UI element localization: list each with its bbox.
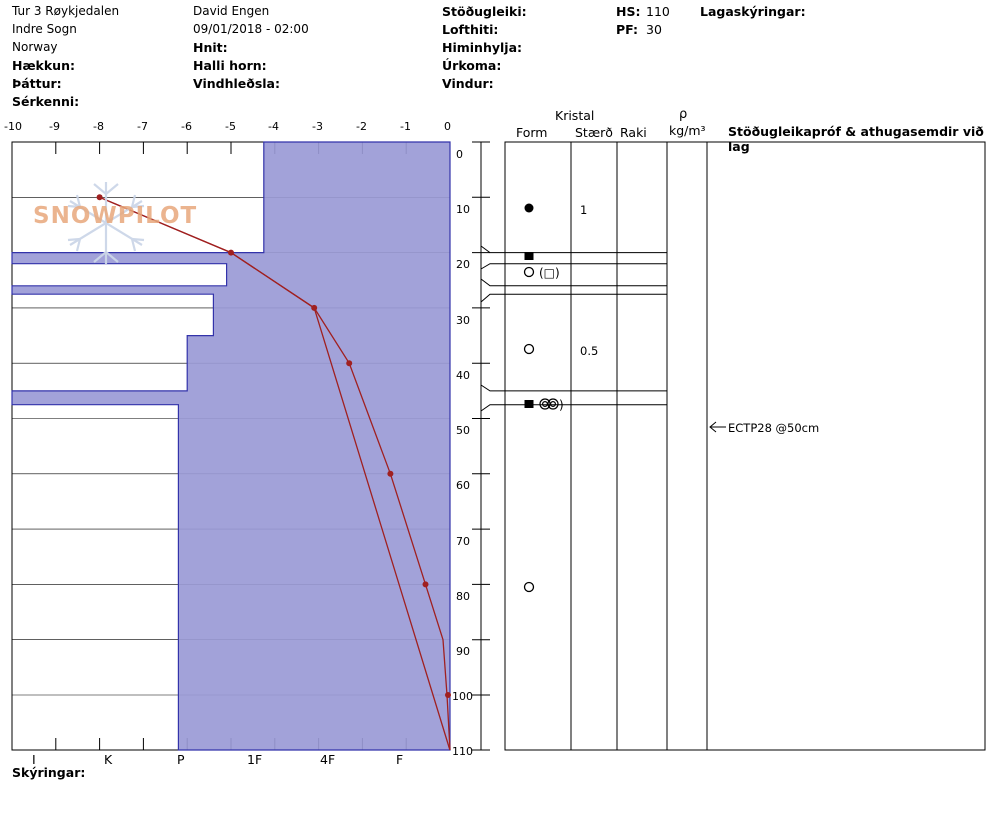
y-tick-60: 60 bbox=[456, 479, 470, 492]
x-tick--6: -6 bbox=[181, 120, 192, 133]
svg-text:): ) bbox=[559, 398, 564, 412]
x-hardness-I: I bbox=[32, 752, 36, 767]
label-wind-loading: Vindhleðsla: bbox=[193, 76, 280, 91]
site-country: Norway bbox=[12, 40, 58, 54]
x-tick--10: -10 bbox=[4, 120, 22, 133]
x-tick--7: -7 bbox=[137, 120, 148, 133]
x-hardness-F: F bbox=[396, 752, 404, 767]
x-hardness-1F: 1F bbox=[247, 752, 263, 767]
y-tick-70: 70 bbox=[456, 535, 470, 548]
x-tick--9: -9 bbox=[49, 120, 60, 133]
grain-symbol-facet-deep bbox=[525, 583, 534, 592]
label-stability: Stöðugleiki: bbox=[442, 4, 527, 19]
label-legend: Skýringar: bbox=[12, 765, 86, 780]
x-tick--5: -5 bbox=[225, 120, 236, 133]
y-tick-40: 40 bbox=[456, 369, 470, 382]
site-region: Indre Sogn bbox=[12, 22, 77, 36]
x-tick--2: -2 bbox=[356, 120, 367, 133]
y-tick-100: 100 bbox=[452, 690, 473, 703]
layer-connectors bbox=[481, 246, 505, 411]
svg-text:(□): (□) bbox=[539, 266, 560, 280]
y-tick-10: 10 bbox=[456, 203, 470, 216]
col-header-density-symbol: ρ bbox=[679, 107, 688, 122]
grain-symbol-rounded-solid bbox=[525, 252, 534, 260]
col-header-wetness: Raki bbox=[620, 125, 647, 140]
label-elevation: Hækkun: bbox=[12, 58, 75, 73]
label-precipitation: Úrkoma: bbox=[442, 58, 502, 73]
col-header-form: Form bbox=[516, 125, 548, 140]
watermark-text: SNOWPILOT bbox=[33, 203, 198, 229]
x-hardness-P: P bbox=[177, 752, 185, 767]
col-header-size: Stærð bbox=[575, 125, 613, 140]
label-hs: HS: bbox=[616, 4, 641, 19]
label-feature: Sérkenni: bbox=[12, 94, 80, 109]
grain-symbol-facet bbox=[525, 345, 534, 354]
layer-table-box bbox=[505, 142, 985, 750]
grain-size-layer-4: 0.5 bbox=[580, 344, 599, 358]
label-slope-angle: Halli horn: bbox=[193, 58, 267, 73]
label-wind: Vindur: bbox=[442, 76, 494, 91]
grain-symbol-precip-particle bbox=[525, 204, 534, 213]
test-annotation-arrow bbox=[710, 422, 726, 432]
col-header-tests: Stöðugleikapróf & athugasemdir við lag bbox=[728, 124, 984, 154]
y-tick-110: 110 bbox=[452, 745, 473, 758]
x-tick-0: 0 bbox=[444, 120, 451, 133]
y-tick-50: 50 bbox=[456, 424, 470, 437]
col-header-crystal: Kristal bbox=[555, 108, 595, 123]
x-hardness-4F: 4F bbox=[320, 752, 336, 767]
value-hs: 110 bbox=[646, 4, 670, 19]
y-tick-90: 90 bbox=[456, 645, 470, 658]
observer-name: David Engen bbox=[193, 4, 270, 18]
x-tick--8: -8 bbox=[93, 120, 104, 133]
site-name: Tur 3 Røykjedalen bbox=[12, 4, 120, 18]
label-coordinates: Hnit: bbox=[193, 40, 228, 55]
label-pf: PF: bbox=[616, 22, 639, 37]
y-tick-80: 80 bbox=[456, 590, 470, 603]
x-tick--4: -4 bbox=[268, 120, 279, 133]
label-air-temperature: Lofthiti: bbox=[442, 22, 499, 37]
label-layer-notes: Lagaskýringar: bbox=[700, 4, 806, 19]
y-tick-20: 20 bbox=[456, 258, 470, 271]
y-tick-0: 0 bbox=[456, 148, 463, 161]
label-aspect: Þáttur: bbox=[12, 76, 62, 91]
y-tick-30: 30 bbox=[456, 314, 470, 327]
test-annotation-ectp28: ECTP28 @50cm bbox=[728, 421, 820, 435]
layer-boundaries bbox=[505, 253, 667, 405]
grain-symbol-facet-bracketed bbox=[525, 266, 560, 280]
x-tick--3: -3 bbox=[312, 120, 323, 133]
value-pf: 30 bbox=[646, 22, 662, 37]
label-sky-cover: Himinhylja: bbox=[442, 40, 523, 55]
observation-datetime: 09/01/2018 - 02:00 bbox=[193, 22, 309, 36]
col-header-density-units: kg/m³ bbox=[669, 123, 706, 138]
x-hardness-K: K bbox=[104, 752, 113, 767]
grain-size-layer-1: 1 bbox=[580, 203, 588, 217]
x-tick--1: -1 bbox=[400, 120, 411, 133]
